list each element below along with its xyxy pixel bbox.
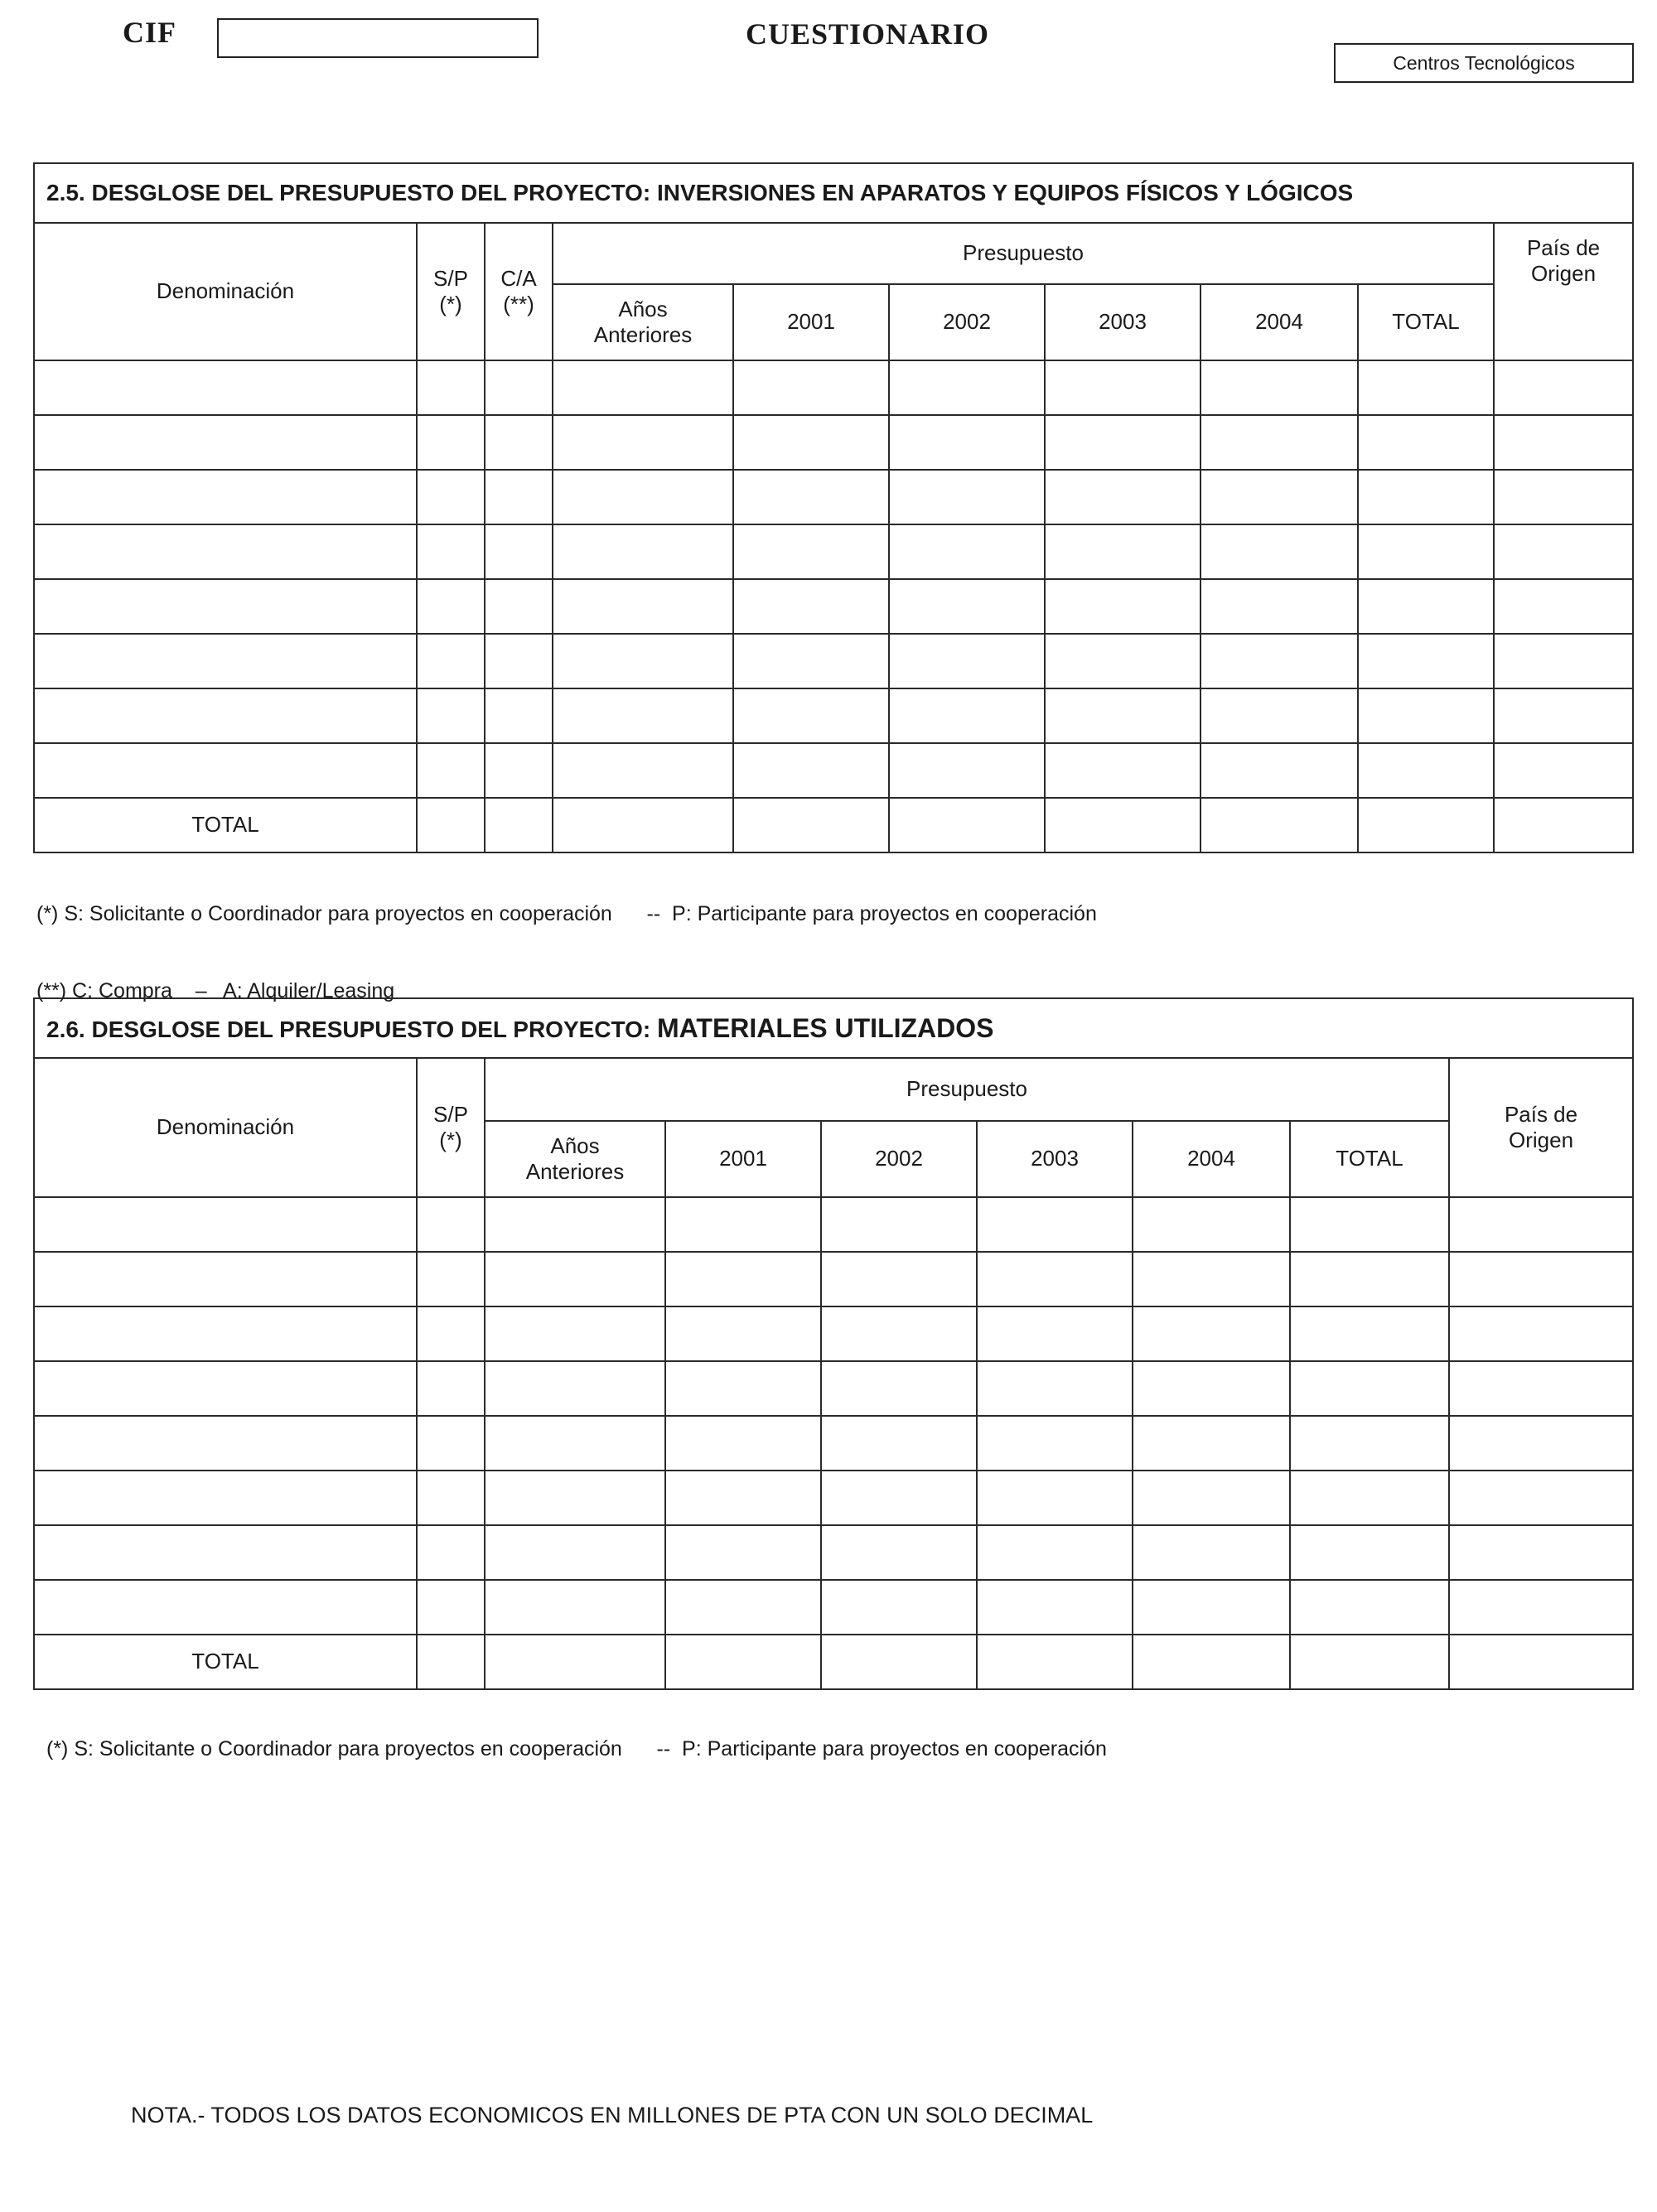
header-sp-ref: (*) — [439, 1128, 462, 1152]
header-year-2002: 2002 — [889, 284, 1045, 360]
input-cell[interactable] — [1133, 1635, 1290, 1689]
header-denominacion: Denominación — [34, 1058, 417, 1197]
input-cell[interactable] — [1200, 360, 1358, 415]
input-cell[interactable] — [34, 360, 417, 415]
input-cell[interactable] — [553, 579, 733, 634]
input-cell[interactable] — [1449, 1361, 1633, 1416]
input-cell[interactable] — [485, 415, 553, 470]
input-cell[interactable] — [665, 1635, 821, 1689]
input-cell[interactable] — [417, 360, 485, 415]
input-cell[interactable] — [34, 634, 417, 688]
input-cell[interactable] — [417, 579, 485, 634]
header-pais-line2: Origen — [1509, 1128, 1574, 1152]
input-cell[interactable] — [34, 415, 417, 470]
input-cell[interactable] — [977, 1361, 1133, 1416]
input-cell[interactable] — [1133, 1416, 1290, 1471]
cif-input[interactable] — [217, 18, 539, 58]
input-cell[interactable] — [1358, 524, 1494, 579]
materials-entry-rows — [34, 1197, 1633, 1635]
header-sp — [417, 1058, 485, 1197]
footnote-sp: (*) S: Solicitante o Coordinador para proyectos en cooperación -- P: Participante para proyectos en cooperación — [46, 1737, 1107, 1760]
header-presupuesto: Presupuesto — [553, 223, 1494, 284]
input-cell[interactable] — [485, 1635, 665, 1689]
investments-entry-rows — [34, 360, 1633, 798]
input-cell[interactable] — [889, 360, 1045, 415]
input-cell[interactable] — [1133, 1252, 1290, 1306]
input-cell[interactable] — [821, 1580, 977, 1635]
input-cell[interactable] — [34, 1361, 417, 1416]
input-cell[interactable] — [1449, 1252, 1633, 1306]
input-cell[interactable] — [1494, 634, 1633, 688]
header-year-2003: 2003 — [1045, 284, 1200, 360]
input-cell[interactable] — [1290, 1361, 1449, 1416]
input-cell[interactable] — [977, 1525, 1133, 1580]
footnotes-26 — [46, 1685, 1107, 1788]
header-anos-line2: Anteriores — [593, 322, 693, 347]
input-cell[interactable] — [889, 415, 1045, 470]
input-cell[interactable] — [1358, 743, 1494, 798]
input-cell[interactable] — [417, 415, 485, 470]
input-cell[interactable] — [665, 1252, 821, 1306]
input-cell[interactable] — [889, 634, 1045, 688]
header-denominacion: Denominación — [34, 223, 417, 360]
input-cell[interactable] — [485, 1471, 665, 1525]
input-cell[interactable] — [485, 1525, 665, 1580]
header-pais-line1: País de — [1526, 235, 1601, 260]
input-cell[interactable] — [417, 1471, 485, 1525]
total-row — [34, 1635, 1633, 1689]
header-anos-line2: Anteriores — [525, 1159, 625, 1184]
input-cell[interactable] — [485, 579, 553, 634]
header-pais-line2: Origen — [1531, 261, 1597, 287]
input-cell[interactable] — [977, 1416, 1133, 1471]
economic-data-note: NOTA.- TODOS LOS DATOS ECONOMICOS EN MILLONES DE PTA CON UN SOLO DECIMAL — [131, 2103, 1094, 2127]
input-cell[interactable] — [821, 1361, 977, 1416]
input-cell[interactable] — [1200, 470, 1358, 524]
input-cell[interactable] — [34, 688, 417, 743]
input-cell[interactable] — [485, 1361, 665, 1416]
section-number-label: 2.5. DESGLOSE DEL PRESUPUESTO DEL PROYECTO: — [46, 180, 657, 206]
input-cell[interactable] — [889, 743, 1045, 798]
input-cell[interactable] — [733, 360, 889, 415]
input-cell[interactable] — [553, 743, 733, 798]
input-cell[interactable] — [1290, 1197, 1449, 1252]
header-total: TOTAL — [1290, 1121, 1449, 1197]
header-year-2004: 2004 — [1133, 1121, 1290, 1197]
input-cell[interactable] — [889, 524, 1045, 579]
input-cell[interactable] — [553, 470, 733, 524]
header-anos-anteriores — [485, 1121, 665, 1197]
table-row — [34, 1252, 1633, 1306]
input-cell[interactable] — [1133, 1361, 1290, 1416]
input-cell[interactable] — [485, 634, 553, 688]
input-cell[interactable] — [1290, 1635, 1449, 1689]
input-cell[interactable] — [553, 415, 733, 470]
input-cell[interactable] — [733, 579, 889, 634]
input-cell[interactable] — [665, 1306, 821, 1361]
input-cell[interactable] — [1133, 1525, 1290, 1580]
input-cell[interactable] — [417, 1306, 485, 1361]
header-presupuesto: Presupuesto — [485, 1058, 1449, 1121]
input-cell[interactable] — [733, 688, 889, 743]
input-cell[interactable] — [417, 524, 485, 579]
input-cell[interactable] — [417, 634, 485, 688]
header-year-2002: 2002 — [821, 1121, 977, 1197]
header-year-2003: 2003 — [977, 1121, 1133, 1197]
input-cell[interactable] — [485, 524, 553, 579]
input-cell[interactable] — [417, 1252, 485, 1306]
table-row — [34, 688, 1633, 743]
input-cell[interactable] — [553, 688, 733, 743]
input-cell[interactable] — [34, 1525, 417, 1580]
input-cell[interactable] — [1494, 798, 1633, 852]
input-cell[interactable] — [553, 798, 733, 852]
table-row — [34, 470, 1633, 524]
header-pais-line1: País de — [1504, 1101, 1578, 1127]
footnote-sp: (*) S: Solicitante o Coordinador para proyectos en cooperación -- P: Participante para proyectos en cooperación — [36, 902, 1097, 925]
input-cell[interactable] — [1045, 798, 1200, 852]
input-cell[interactable] — [977, 1252, 1133, 1306]
input-cell[interactable] — [553, 360, 733, 415]
input-cell[interactable] — [733, 634, 889, 688]
input-cell[interactable] — [733, 743, 889, 798]
input-cell[interactable] — [485, 798, 553, 852]
input-cell[interactable] — [485, 1197, 665, 1252]
input-cell[interactable] — [417, 1580, 485, 1635]
section-title — [34, 163, 1633, 223]
input-cell[interactable] — [821, 1252, 977, 1306]
header-year-2004: 2004 — [1200, 284, 1358, 360]
input-cell[interactable] — [1133, 1197, 1290, 1252]
table-row — [34, 1197, 1633, 1252]
input-cell[interactable] — [733, 470, 889, 524]
section-number-label: 2.6. DESGLOSE DEL PRESUPUESTO DEL PROYECTO: — [46, 1016, 657, 1042]
input-cell[interactable] — [485, 688, 553, 743]
table-row — [34, 415, 1633, 470]
input-cell[interactable] — [1200, 579, 1358, 634]
table-row — [34, 579, 1633, 634]
input-cell[interactable] — [34, 1416, 417, 1471]
table-row — [34, 1580, 1633, 1635]
input-cell[interactable] — [1045, 634, 1200, 688]
input-cell[interactable] — [889, 470, 1045, 524]
input-cell[interactable] — [1494, 415, 1633, 470]
input-cell[interactable] — [417, 1361, 485, 1416]
input-cell[interactable] — [665, 1471, 821, 1525]
input-cell[interactable] — [34, 1580, 417, 1635]
input-cell[interactable] — [34, 1197, 417, 1252]
input-cell[interactable] — [1494, 470, 1633, 524]
table-row — [34, 1416, 1633, 1471]
input-cell[interactable] — [417, 743, 485, 798]
header-sp-label: S/P — [433, 265, 468, 291]
input-cell[interactable] — [1494, 579, 1633, 634]
input-cell[interactable] — [977, 1471, 1133, 1525]
input-cell[interactable] — [977, 1635, 1133, 1689]
input-cell[interactable] — [977, 1306, 1133, 1361]
input-cell[interactable] — [1358, 470, 1494, 524]
input-cell[interactable] — [1494, 360, 1633, 415]
input-cell[interactable] — [34, 579, 417, 634]
input-cell[interactable] — [1494, 524, 1633, 579]
input-cell[interactable] — [665, 1416, 821, 1471]
input-cell[interactable] — [1045, 524, 1200, 579]
input-cell[interactable] — [34, 1252, 417, 1306]
input-cell[interactable] — [485, 1580, 665, 1635]
header-anos-line1: Años — [618, 296, 668, 321]
input-cell[interactable] — [1045, 688, 1200, 743]
investments-table — [33, 162, 1634, 853]
header-total: TOTAL — [1358, 284, 1494, 360]
input-cell[interactable] — [1290, 1580, 1449, 1635]
table-row — [34, 1525, 1633, 1580]
input-cell[interactable] — [1290, 1471, 1449, 1525]
input-cell[interactable] — [665, 1361, 821, 1416]
materials-table — [33, 997, 1634, 1690]
input-cell[interactable] — [1200, 743, 1358, 798]
input-cell[interactable] — [1358, 634, 1494, 688]
input-cell[interactable] — [485, 360, 553, 415]
input-cell[interactable] — [1045, 360, 1200, 415]
header-pais-origen — [1449, 1058, 1633, 1197]
input-cell[interactable] — [1494, 743, 1633, 798]
header-ca — [485, 223, 553, 360]
input-cell[interactable] — [1449, 1471, 1633, 1525]
input-cell[interactable] — [665, 1197, 821, 1252]
input-cell[interactable] — [1290, 1525, 1449, 1580]
input-cell[interactable] — [1449, 1306, 1633, 1361]
input-cell[interactable] — [34, 524, 417, 579]
table-row — [34, 1361, 1633, 1416]
header-ca-label: C/A — [500, 265, 537, 291]
input-cell[interactable] — [1045, 579, 1200, 634]
input-cell[interactable] — [553, 524, 733, 579]
input-cell[interactable] — [977, 1580, 1133, 1635]
header-pais-origen — [1494, 223, 1633, 360]
input-cell[interactable] — [733, 524, 889, 579]
header-anos-line1: Años — [550, 1133, 600, 1158]
input-cell[interactable] — [821, 1306, 977, 1361]
input-cell[interactable] — [889, 579, 1045, 634]
header-anos-anteriores — [553, 284, 733, 360]
table-row — [34, 743, 1633, 798]
table-row — [34, 360, 1633, 415]
input-cell[interactable] — [665, 1525, 821, 1580]
cif-label: CIF — [123, 16, 176, 49]
input-cell[interactable] — [553, 634, 733, 688]
input-cell[interactable] — [1358, 798, 1494, 852]
input-cell[interactable] — [1133, 1580, 1290, 1635]
input-cell[interactable] — [1449, 1197, 1633, 1252]
total-row — [34, 798, 1633, 852]
input-cell[interactable] — [417, 1635, 485, 1689]
input-cell[interactable] — [1045, 470, 1200, 524]
input-cell[interactable] — [1358, 360, 1494, 415]
table-row — [34, 1306, 1633, 1361]
section-topic-label: MATERIALES UTILIZADOS — [657, 1012, 994, 1043]
input-cell[interactable] — [665, 1580, 821, 1635]
section-topic-label: INVERSIONES EN APARATOS Y EQUIPOS FÍSICOS Y LÓGICOS — [657, 180, 1354, 206]
input-cell[interactable] — [1200, 798, 1358, 852]
input-cell[interactable] — [1290, 1252, 1449, 1306]
table-row — [34, 634, 1633, 688]
footnote-ca: (**) C: Compra – A: Alquiler/Leasing — [36, 979, 395, 1002]
input-cell[interactable] — [1358, 415, 1494, 470]
document-title: CUESTIONARIO — [746, 17, 990, 51]
input-cell[interactable] — [34, 470, 417, 524]
header-year-2001: 2001 — [733, 284, 889, 360]
table-row — [34, 524, 1633, 579]
input-cell[interactable] — [485, 1306, 665, 1361]
input-cell[interactable] — [485, 743, 553, 798]
input-cell[interactable] — [1494, 688, 1633, 743]
input-cell[interactable] — [733, 798, 889, 852]
input-cell[interactable] — [889, 798, 1045, 852]
header-year-2001: 2001 — [665, 1121, 821, 1197]
input-cell[interactable] — [1045, 415, 1200, 470]
input-cell[interactable] — [889, 688, 1045, 743]
total-row-label: TOTAL — [34, 798, 417, 852]
header-sp-label: S/P — [433, 1101, 468, 1127]
input-cell[interactable] — [1200, 415, 1358, 470]
input-cell[interactable] — [977, 1197, 1133, 1252]
input-cell[interactable] — [417, 688, 485, 743]
input-cell[interactable] — [1449, 1416, 1633, 1471]
header-sp-ref: (*) — [439, 292, 462, 316]
input-cell[interactable] — [34, 1471, 417, 1525]
input-cell[interactable] — [1449, 1635, 1633, 1689]
input-cell[interactable] — [1449, 1525, 1633, 1580]
section-title — [34, 998, 1633, 1058]
input-cell[interactable] — [1133, 1306, 1290, 1361]
input-cell[interactable] — [485, 470, 553, 524]
input-cell[interactable] — [821, 1197, 977, 1252]
input-cell[interactable] — [417, 1525, 485, 1580]
input-cell[interactable] — [34, 743, 417, 798]
input-cell[interactable] — [417, 1197, 485, 1252]
input-cell[interactable] — [1200, 524, 1358, 579]
input-cell[interactable] — [1290, 1306, 1449, 1361]
input-cell[interactable] — [34, 1306, 417, 1361]
input-cell[interactable] — [1290, 1416, 1449, 1471]
input-cell[interactable] — [821, 1416, 977, 1471]
header-sp — [417, 223, 485, 360]
input-cell[interactable] — [485, 1416, 665, 1471]
input-cell[interactable] — [733, 415, 889, 470]
table-row — [34, 1471, 1633, 1525]
input-cell[interactable] — [1358, 688, 1494, 743]
input-cell[interactable] — [821, 1525, 977, 1580]
input-cell[interactable] — [1358, 579, 1494, 634]
input-cell[interactable] — [1133, 1471, 1290, 1525]
organization-badge: Centros Tecnológicos — [1334, 43, 1634, 83]
input-cell[interactable] — [1045, 743, 1200, 798]
header-ca-ref: (**) — [503, 292, 534, 316]
input-cell[interactable] — [1200, 634, 1358, 688]
input-cell[interactable] — [821, 1471, 977, 1525]
input-cell[interactable] — [417, 1416, 485, 1471]
input-cell[interactable] — [1449, 1580, 1633, 1635]
input-cell[interactable] — [485, 1252, 665, 1306]
input-cell[interactable] — [1200, 688, 1358, 743]
input-cell[interactable] — [821, 1635, 977, 1689]
total-row-label: TOTAL — [34, 1635, 417, 1689]
input-cell[interactable] — [417, 798, 485, 852]
input-cell[interactable] — [417, 470, 485, 524]
